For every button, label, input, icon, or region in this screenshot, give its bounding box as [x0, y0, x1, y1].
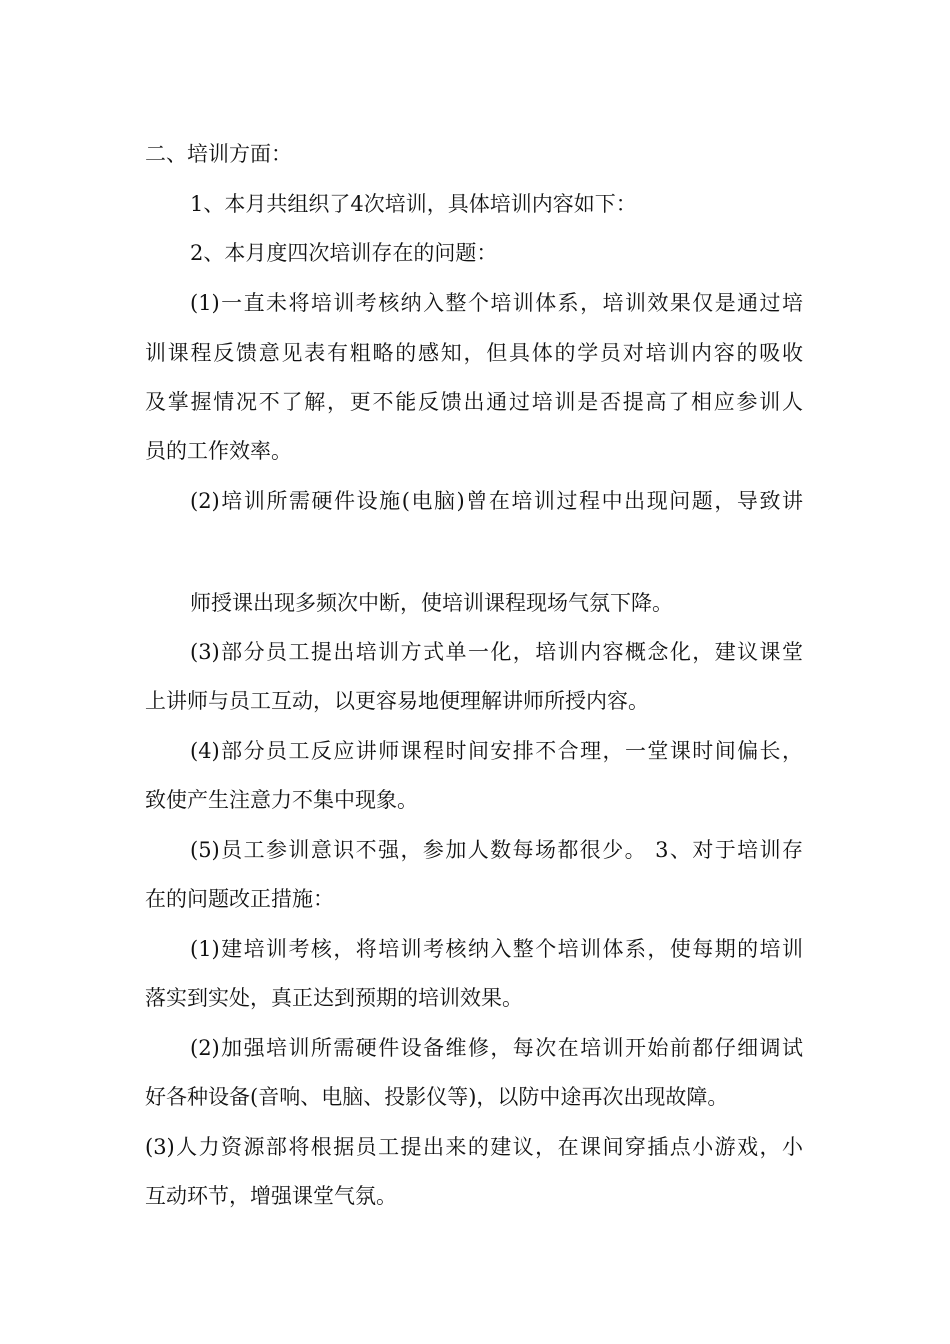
paragraph-line: 好各种设备(音响、电脑、投影仪等)，以防中途再次出现故障。 — [145, 1085, 729, 1109]
section-heading: 二、培训方面： — [145, 142, 292, 166]
paragraph-line: (1)一直未将培训考核纳入整个培训体系，培训效果仅是通过培 — [190, 291, 803, 315]
paragraph-line: 训课程反馈意见表有粗略的感知，但具体的学员对培训内容的吸收 — [145, 341, 803, 365]
paragraph-line: (2)培训所需硬件设施(电脑)曾在培训过程中出现问题，导致讲 — [190, 489, 803, 513]
paragraph-line: 致使产生注意力不集中现象。 — [145, 788, 418, 812]
paragraph-line: (2)加强培训所需硬件设备维修，每次在培训开始前都仔细调试 — [190, 1036, 803, 1060]
paragraph-line: 师授课出现多频次中断，使培训课程现场气氛下降。 — [190, 591, 673, 615]
paragraph-line: (5)员工参训意识不强，参加人数每场都很少。 3、对于培训存 — [190, 838, 803, 862]
paragraph-line: 落实到实处，真正达到预期的培训效果。 — [145, 986, 523, 1010]
paragraph-line: 1、本月共组织了4次培训，具体培训内容如下： — [190, 192, 637, 216]
paragraph-line: 员的工作效率。 — [145, 439, 292, 463]
paragraph-line: (3)部分员工提出培训方式单一化，培训内容概念化，建议课堂 — [190, 640, 803, 664]
paragraph-line: 上讲师与员工互动，以更容易地便理解讲师所授内容。 — [145, 689, 649, 713]
paragraph-line: 在的问题改正措施： — [145, 887, 334, 911]
paragraph-line: 2、本月度四次培训存在的问题： — [190, 241, 498, 265]
paragraph-line: 及掌握情况不了解，更不能反馈出通过培训是否提高了相应参训人 — [145, 390, 803, 414]
paragraph-line: (1)建培训考核，将培训考核纳入整个培训体系，使每期的培训 — [190, 937, 803, 961]
paragraph-line: (4)部分员工反应讲师课程时间安排不合理，一堂课时间偏长， — [190, 739, 803, 763]
paragraph-line: 互动环节，增强课堂气氛。 — [145, 1184, 397, 1208]
paragraph-line: (3)人力资源部将根据员工提出来的建议，在课间穿插点小游戏，小 — [145, 1135, 803, 1159]
